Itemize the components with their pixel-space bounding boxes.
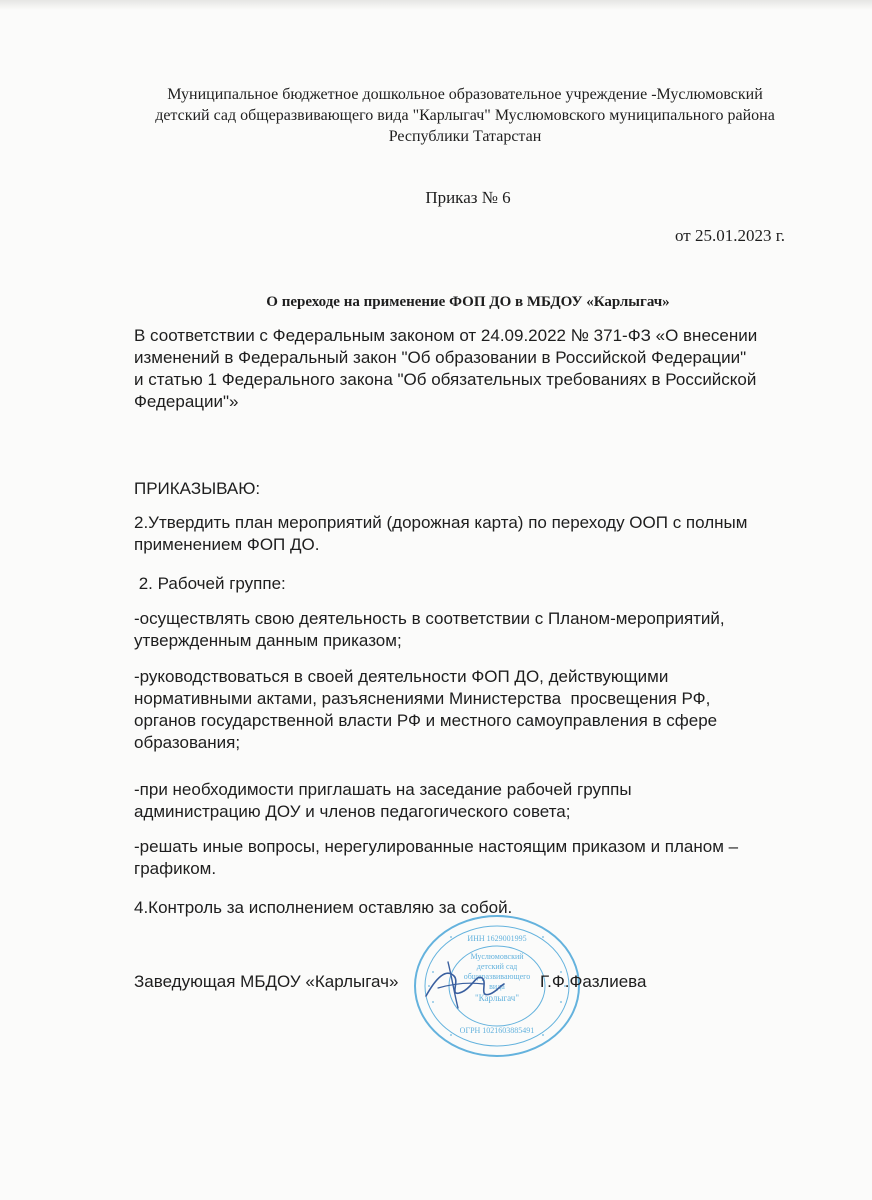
order-number: Приказ № 6 [425, 188, 511, 207]
item-line: применением ФОП ДО. [134, 535, 320, 554]
item-line: -осуществлять свою деятельность в соответствии с Планом-мероприятий, [134, 609, 725, 628]
item-line: нормативными актами, разъяснениями Министерства просвещения РФ, [134, 689, 711, 708]
header-line-2: детский сад общеразвивающего вида "Карлыгач" Муслюмовского муниципального района [155, 107, 775, 124]
header-line-1: Муниципальное бюджетное дошкольное образовательное учреждение -Муслюмовский [167, 86, 763, 103]
scan-shadow [0, 0, 872, 10]
item-line: утвержденным данным приказом; [134, 631, 402, 650]
preamble-line: изменений в Федеральный закон "Об образовании в Российской Федерации" [134, 348, 747, 367]
preamble-line: Федерации"» [134, 392, 239, 411]
stamp-text: Муслюмовский [470, 952, 524, 961]
item-line: графиком. [134, 859, 217, 878]
item-guidance [134, 666, 834, 754]
preamble-line: и статью 1 Федерального закона "Об обязательных требованиях в Российской [134, 370, 757, 389]
signatory-name: Г.Ф.Фазлиева [540, 972, 647, 991]
item-approve-plan [134, 512, 834, 556]
header-line-3: Республики Татарстан [388, 128, 542, 145]
organization-header [110, 84, 820, 147]
item-invite [134, 779, 834, 823]
item-line: -решать иные вопросы, нерегулированные настоящим приказом и планом – [134, 837, 739, 856]
stamp-text-bottom: ОГРН 1021603885491 [459, 1026, 535, 1035]
stamp-text: "Карлыгач" [475, 993, 519, 1003]
item-other-questions [134, 836, 834, 880]
item-line: образования; [134, 733, 241, 752]
item-line: 2. Рабочей группе: [134, 574, 286, 593]
item-activity [134, 608, 834, 652]
document-title: О переходе на применение ФОП ДО в МБДОУ «Карлыгач» [266, 294, 670, 310]
preamble-line: В соответствии с Федеральным законом от 24.09.2022 № 371-ФЗ «О внесении [134, 326, 758, 345]
stamp-text-top: ИНН 1629001995 [467, 934, 527, 943]
item-line: 2.Утвердить план мероприятий (дорожная карта) по переходу ООП с полным [134, 513, 748, 532]
signatory-position: Заведующая МБДОУ «Карлыгач» [134, 972, 399, 991]
handwritten-signature [418, 948, 508, 1018]
stamp-text: детский сад [476, 962, 518, 971]
item-line: органов государственной власти РФ и местного самоуправления в сфере [134, 711, 718, 730]
stamp-text: вида [489, 982, 505, 991]
preamble [134, 325, 834, 413]
stamp-text: общеразвивающего [463, 972, 531, 981]
order-date: от 25.01.2023 г. [674, 226, 785, 245]
item-line: -руководствоваться в своей деятельности ФОП ДО, действующими [134, 667, 669, 686]
item-line: -при необходимости приглашать на заседание рабочей группы [134, 780, 632, 799]
item-working-group [134, 573, 834, 595]
item-line: администрацию ДОУ и членов педагогического совета; [134, 802, 571, 821]
order-word: ПРИКАЗЫВАЮ: [134, 479, 261, 498]
item-line: 4.Контроль за исполнением оставляю за собой. [134, 898, 513, 917]
